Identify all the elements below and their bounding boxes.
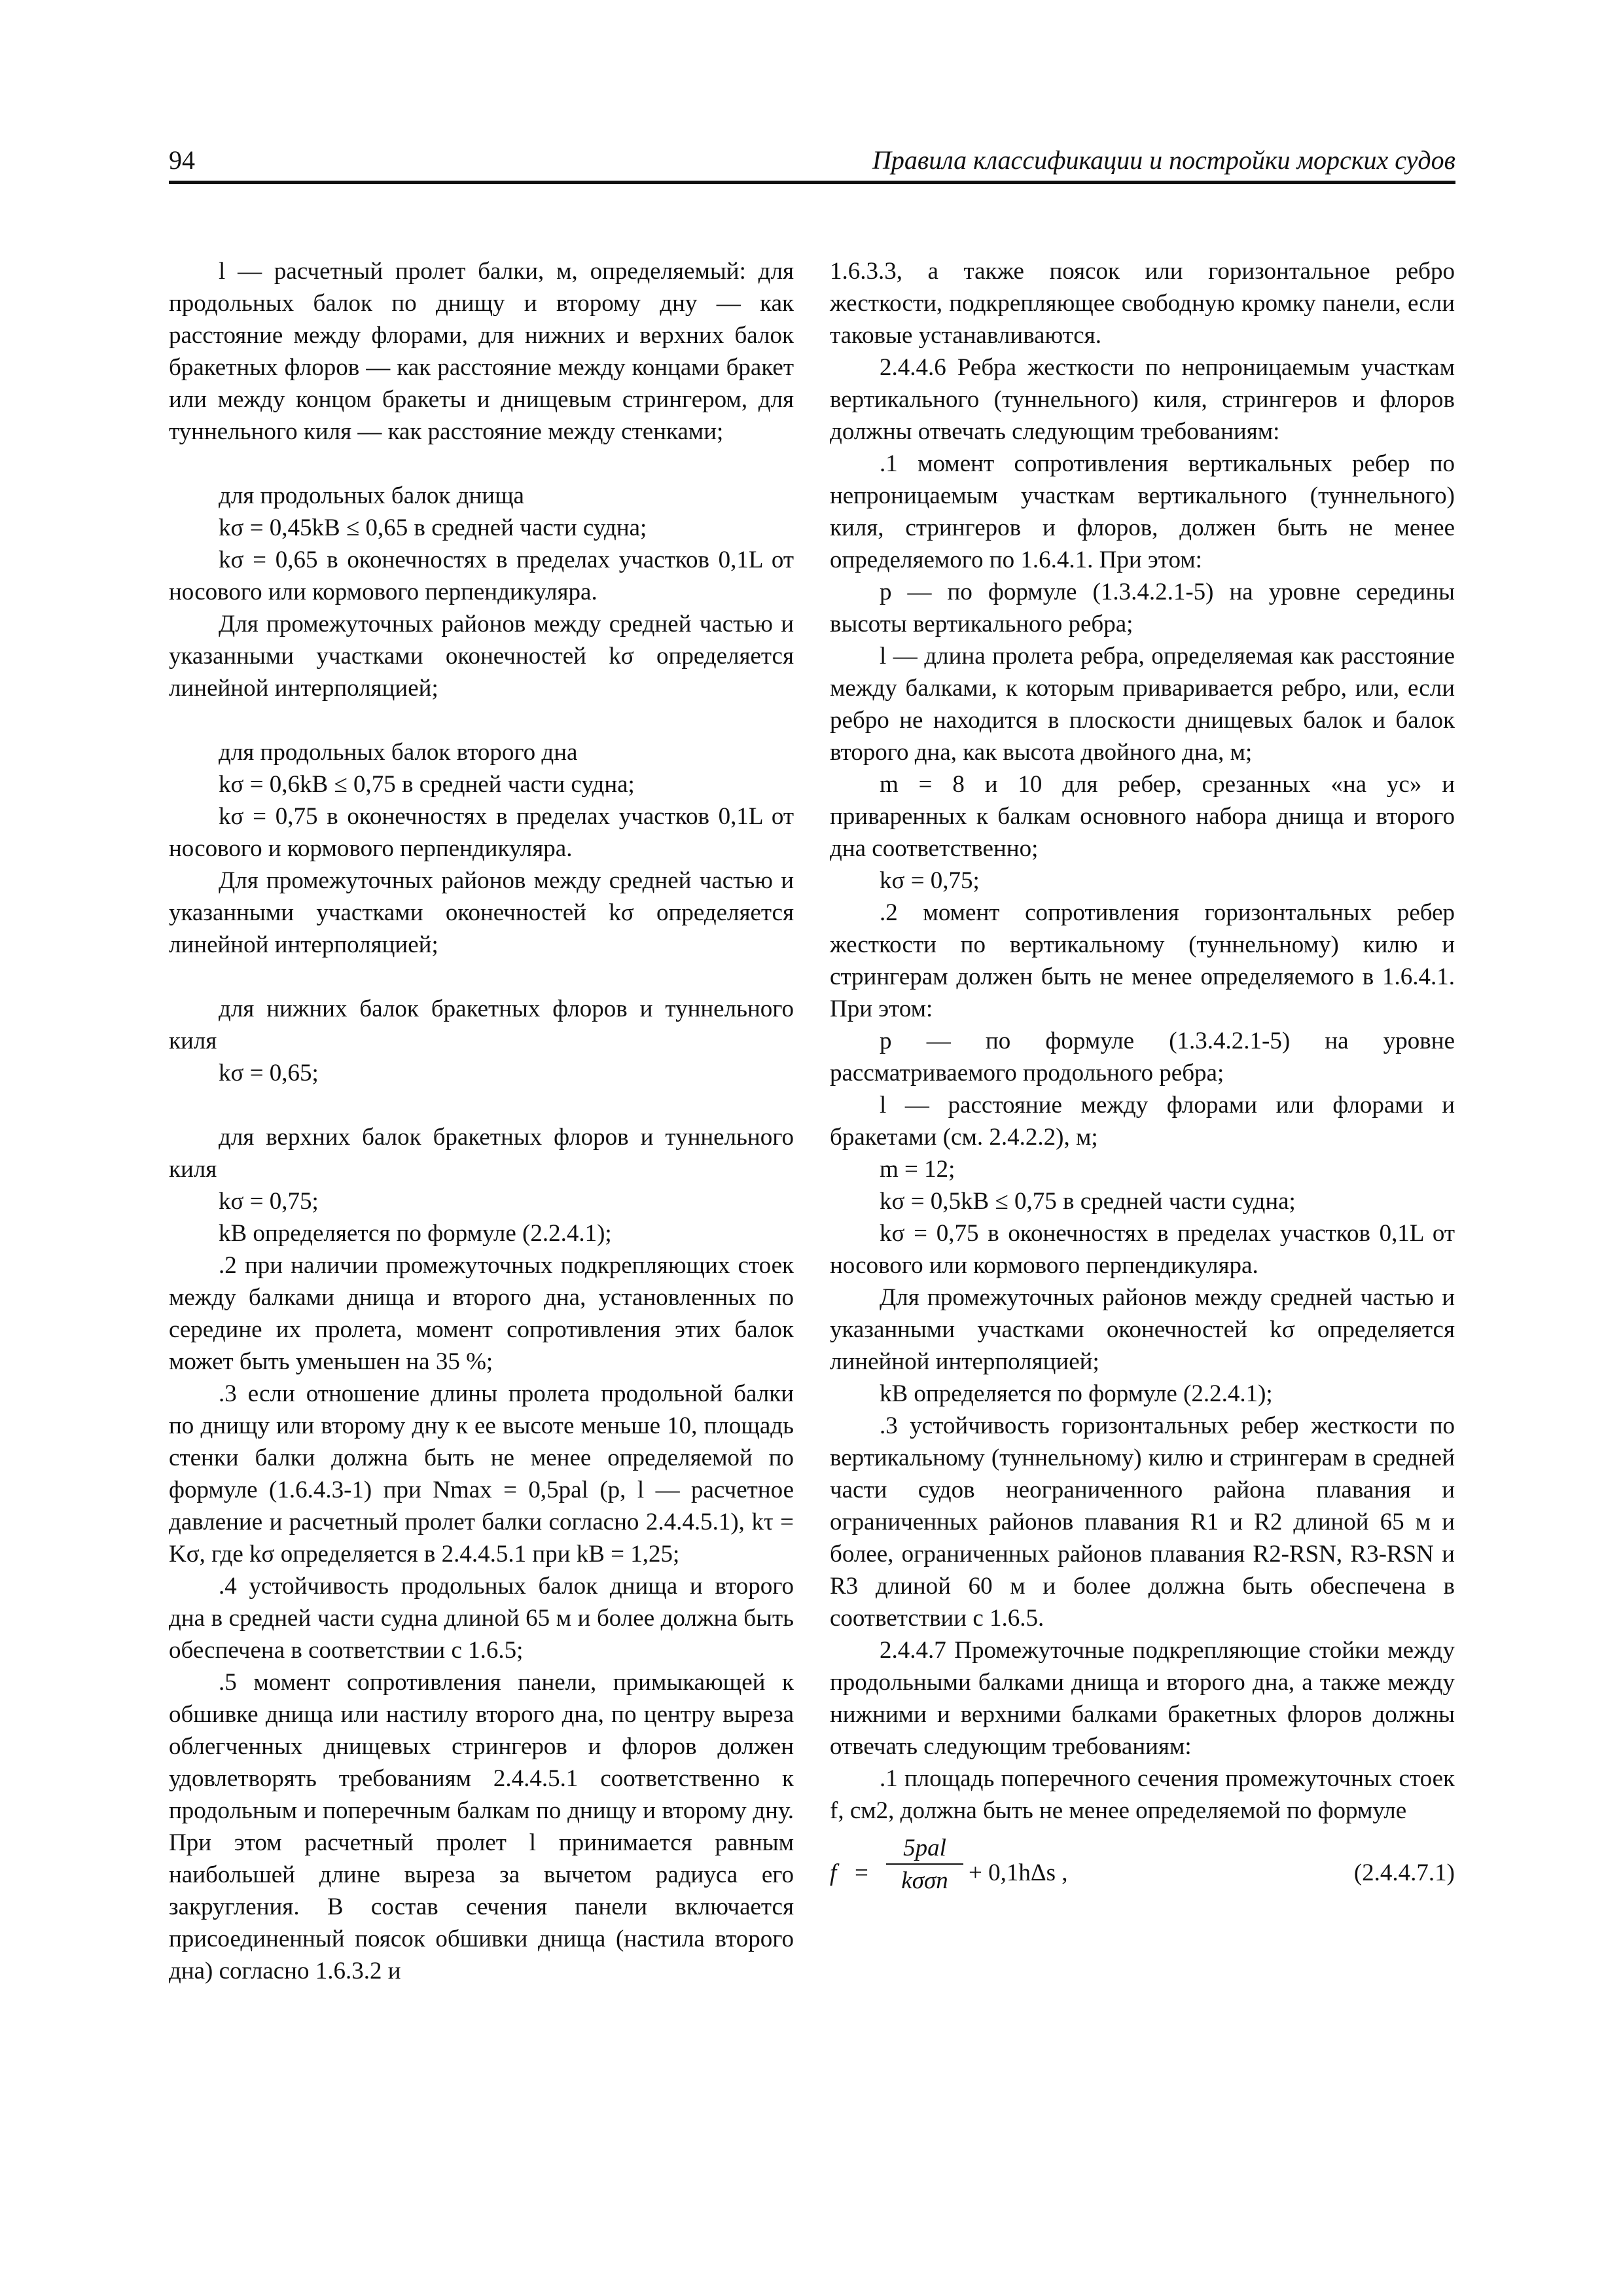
paragraph: kσ = 0,75; — [219, 1188, 319, 1215]
formula-lhs: f — [830, 1859, 837, 1886]
paragraph: для продольных балок днища — [219, 482, 524, 509]
page-number: 94 — [169, 145, 195, 175]
paragraph: Для промежуточных районов между средней частью и указанными участками оконечностей kσ определяется линейной интерполяцией; — [169, 867, 794, 958]
paragraph: m = 12; — [880, 1156, 955, 1183]
formula-2-4-4-7-1 — [830, 1833, 1455, 1912]
paragraph: .2 при наличии промежуточных подкрепляющих стоек между балками днища и второго дна, установленных по середине их пролета, момент сопротивления этих балок может быть уменьшен на 35 %; — [169, 1252, 794, 1375]
section-2-4-4-7: 2.4.4.7 Промежуточные подкрепляющие стойки между продольными балками днища и второго дна, а также между нижними и верхними балками бракетных флоров должны отвечать следующим требованиям: — [830, 1637, 1455, 1760]
paragraph: .5 момент сопротивления панели, примыкающей к обшивке днища или настилу второго дна, по центру выреза облегченных днищевых стрингеров и флоров должен удовлетворять требованиям 2.4.4.5.1 соответственно к продольным и поперечным балкам по днищу и второму дну. При этом расчетный пролет l принимается равным наибольшей длине выреза за вычетом радиуса его закругления. В состав сечения панели включается присоединенный поясок обшивки днища (настила второго дна) согласно 1.6.3.2 и — [169, 1669, 794, 1984]
paragraph: kB определяется по формуле (2.2.4.1); — [219, 1220, 612, 1247]
paragraph: для верхних балок бракетных флоров и туннельного киля — [169, 1124, 794, 1183]
running-title: Правила классификации и постройки морских судов — [872, 145, 1455, 175]
paragraph: l — длина пролета ребра, определяемая как расстояние между балками, к которым приваривается ребро, или, если ребро не находится в плоскости днищевых балок и балок второго дна, как высота двойного дна, м; — [830, 643, 1455, 766]
paragraph: для продольных балок второго дна — [219, 739, 578, 766]
formula-rest: + 0,1hΔs , — [969, 1859, 1068, 1886]
paragraph: p — по формуле (1.3.4.2.1-5) на уровне середины высоты вертикального ребра; — [830, 579, 1455, 637]
paragraph: l — расчетный пролет балки, м, определяемый: для продольных балок по днищу и второму дну — как расстояние между флорами, для нижних и верхних балок бракетных флоров — как расстояние между концами бракет или между концом бракеты и днищевым стрингером, для туннельного киля — как расстояние между стенками; — [169, 258, 794, 445]
paragraph: kσ = 0,5kB ≤ 0,75 в средней части судна; — [880, 1188, 1296, 1215]
paragraph: 1.6.3.3, а также поясок или горизонтальное ребро жесткости, подкрепляющее свободную кромку панели, если таковые устанавливаются. — [830, 258, 1455, 349]
left-column — [169, 255, 794, 1987]
paragraph: p — по формуле (1.3.4.2.1-5) на уровне рассматриваемого продольного ребра; — [830, 1028, 1455, 1086]
paragraph: kσ = 0,75 в оконечностях в пределах участков 0,1L от носового и кормового перпендикуляра. — [169, 803, 794, 862]
paragraph: .2 момент сопротивления горизонтальных ребер жесткости по вертикальному (туннельному) килю и стрингерам должен быть не менее определяемого в 1.6.4.1. При этом: — [830, 899, 1455, 1022]
paragraph: .3 если отношение длины пролета продольной балки по днищу или второму дну к ее высоте меньше 10, площадь стенки балки должна быть не менее определяемой по формуле (1.6.4.3-1) при Nmax = 0,5pal (p, l — расчетное давление и расчетный пролет балки согласно 2.4.4.5.1), kτ = Kσ, где kσ определяется в 2.4.4.5.1 при kB = 1,25; — [169, 1380, 794, 1568]
paragraph: .1 момент сопротивления вертикальных ребер по непроницаемым участкам вертикального (туннельного) киля, стрингеров и флоров, должен быть не менее определяемого по 1.6.4.1. При этом: — [830, 450, 1455, 573]
page-header — [169, 144, 1455, 184]
paragraph: kσ = 0,45kB ≤ 0,65 в средней части судна; — [219, 514, 647, 541]
paragraph: .1 площадь поперечного сечения промежуточных стоек f, см2, должна быть не менее определяемой по формуле — [830, 1765, 1455, 1824]
paragraph: для нижних балок бракетных флоров и туннельного киля — [169, 996, 794, 1054]
formula-number: (2.4.4.7.1) — [1353, 1859, 1455, 1886]
formula-denominator: kσσn — [901, 1867, 948, 1894]
formula-numerator: 5pal — [886, 1833, 963, 1865]
paragraph: kB определяется по формуле (2.2.4.1); — [880, 1380, 1273, 1407]
right-column — [830, 255, 1455, 1912]
section-2-4-4-6: 2.4.4.6 Ребра жесткости по непроницаемым участкам вертикального (туннельного) киля, стрингеров и флоров должны отвечать следующим требованиям: — [830, 354, 1455, 445]
paragraph: .3 устойчивость горизонтальных ребер жесткости по вертикальному (туннельному) килю и стрингерам в средней части судов неограниченного района плавания и ограниченных районов плавания R1 и R2 длиной 65 м и более, ограниченных районов плавания R2-RSN, R3-RSN и R3 длиной 60 м и более должна быть обеспечена в соответствии с 1.6.5. — [830, 1412, 1455, 1632]
paragraph: kσ = 0,6kB ≤ 0,75 в средней части судна; — [219, 771, 635, 798]
paragraph: kσ = 0,65 в оконечностях в пределах участков 0,1L от носового или кормового перпендикуляра. — [169, 547, 794, 605]
paragraph: m = 8 и 10 для ребер, срезанных «на ус» и приваренных к балкам основного набора днища и второго дна соответственно; — [830, 771, 1455, 862]
formula-fraction — [886, 1833, 963, 1897]
paragraph: Для промежуточных районов между средней частью и указанными участками оконечностей kσ определяется линейной интерполяцией; — [169, 611, 794, 702]
paragraph: .4 устойчивость продольных балок днища и второго дна в средней части судна длиной 65 м и более должна быть обеспечена в соответствии с 1.6.5; — [169, 1573, 794, 1664]
paragraph: l — расстояние между флорами или флорами и бракетами (см. 2.4.2.2), м; — [830, 1092, 1455, 1151]
paragraph: kσ = 0,65; — [219, 1060, 319, 1086]
paragraph: kσ = 0,75 в оконечностях в пределах участков 0,1L от носового или кормового перпендикуляра. — [830, 1220, 1455, 1279]
paragraph: Для промежуточных районов между средней частью и указанными участками оконечностей kσ определяется линейной интерполяцией; — [830, 1284, 1455, 1375]
formula-equals: = — [855, 1859, 868, 1886]
paragraph: kσ = 0,75; — [880, 867, 980, 894]
